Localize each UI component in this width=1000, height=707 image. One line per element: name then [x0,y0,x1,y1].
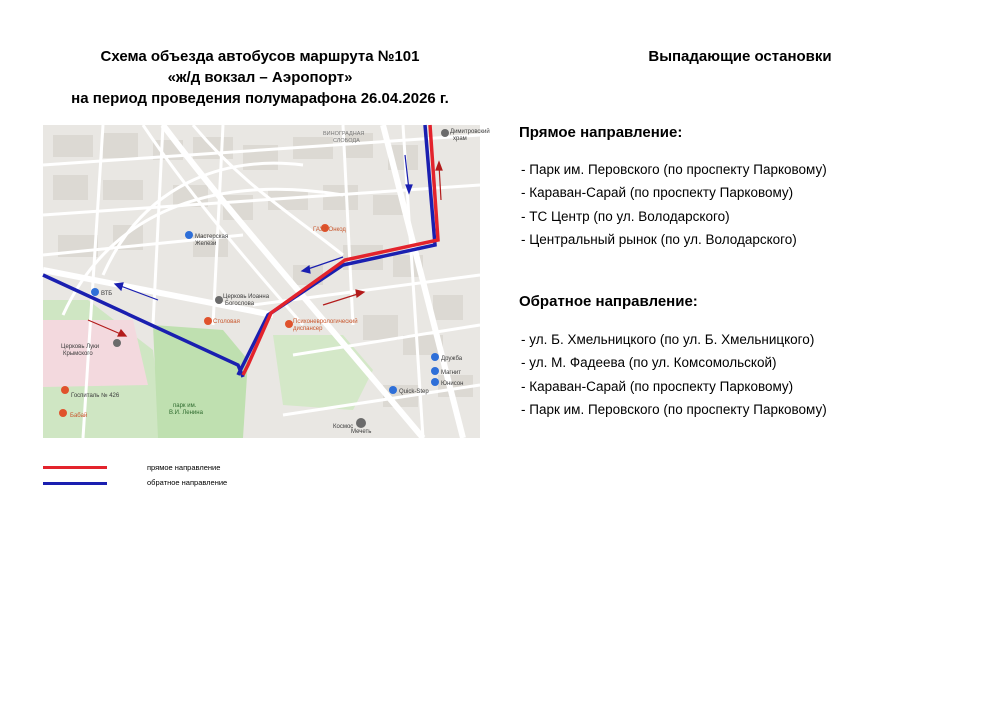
map-label-mechet: Мечеть [351,429,372,435]
map-label-magnit: Магнит [441,370,462,376]
map-label-babai: Бабай [70,413,88,419]
map-label-khram: храм [453,136,467,142]
map-label-stolovaya: Столовая [213,319,240,325]
map-label-kosmos: Космос [333,424,354,430]
map-label-druzhba: Дружба [441,356,463,362]
legend-backward-line [43,482,107,485]
backward-stops-list [521,328,827,421]
map-canvas [43,125,490,438]
detour-map [43,125,490,438]
backward-heading: Обратное направление: [519,293,698,310]
map-label-dimitrovskii: Димитровский [450,129,490,135]
map-label-gauz: ГАУЗ Онкод [313,227,346,233]
list-item: - ул. Б. Хмельницкого (по ул. Б. Хмельницкого) [521,332,815,347]
map-label-vtb: ВТБ [101,291,113,297]
map-label-vinogradnaya: ВИНОГРАДНАЯ [323,131,365,137]
list-item: - Караван-Сарай (по проспекту Парковому) [521,185,794,201]
scheme-title [30,46,490,109]
hospital-area [43,320,148,387]
list-item: - ул. М. Фадеева (по ул. Комсомольской) [521,355,777,371]
map-label-dispanser: диспансер [293,326,323,332]
map-label-quickstep: Quick-Step [399,389,429,395]
scheme-title-line-1: Схема объезда автобусов маршрута №101 [100,48,420,65]
list-item: - Парк им. Перовского (по проспекту Парковому) [521,401,827,417]
map-label-zhelezi: Желези [195,241,217,247]
map-label-krymskogo: Крымского [63,351,93,357]
map-label-lenina: В.И. Ленина [169,410,203,416]
map-label-unison: Юнисон [441,381,464,387]
list-item: - ТС Центр (по ул. Володарского) [521,208,730,224]
map-label-masterskaya: Мастерская [195,234,229,240]
map-label-psikho: Психоневрологический [293,319,358,325]
map-label-bogoslova: Богослова [225,301,255,307]
scheme-title-line-3: на период проведения полумарафона 26.04.2026 г. [71,90,449,107]
map-label-gospital: Госпиталь № 426 [71,393,120,399]
legend-forward-line [43,466,107,469]
list-item: - Парк им. Перовского (по проспекту Парковому) [521,162,827,177]
forward-stops-list [521,158,827,251]
map-label-tserkov-luki: Церковь Луки [61,344,100,350]
legend-backward-label: обратное направление [147,478,228,487]
list-item: - Центральный рынок (по ул. Володарского) [521,231,797,247]
forward-heading: Прямое направление: [519,124,683,141]
map-label-park: парк им. [173,403,197,409]
scheme-title-line-2: «ж/д вокзал – Аэропорт» [167,69,353,86]
list-item: - Караван-Сарай (по проспекту Парковому) [521,378,794,394]
legend-forward-label: прямое направление [147,463,221,472]
map-label-tserkov: Церковь Иоанна [223,294,270,300]
stops-title: Выпадающие остановки [648,48,832,65]
map-label-sloboda: СЛОБОДА [333,138,360,144]
